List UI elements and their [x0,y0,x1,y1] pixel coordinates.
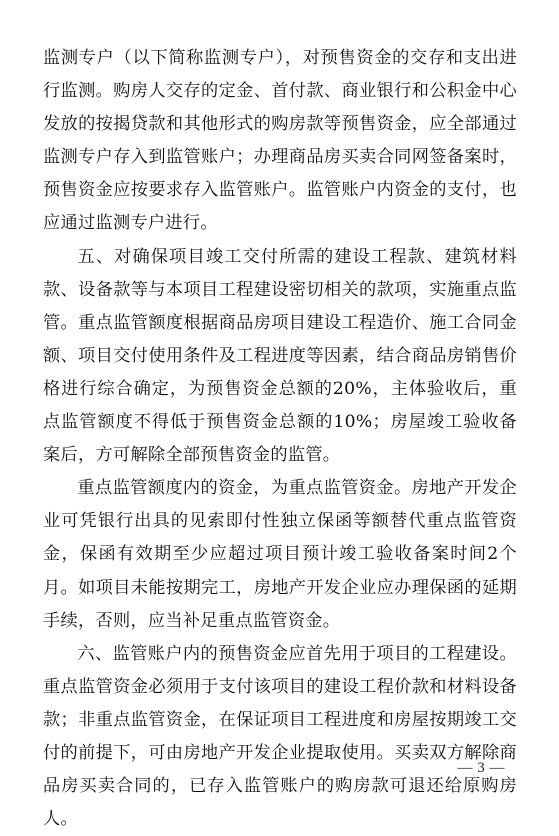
paragraph-key-supervision-funds: 重点监管额度内的资金，为重点监管资金。房地产开发企业可凭银行出具的见索即付性独立保函等额替代重点监管资金，保函有效期至少应超过项目预计竣工验收备案时间2个月。如项目未能按期完工，房地产开发企业应办理保函的延期手续，否则，应当补足重点监管资金。 [43,478,517,631]
page-number: — 3 — [457,760,505,776]
paragraph-key-supervision: 五、对确保项目竣工交付所需的建设工程款、建筑材料款、设备款等与本项目工程建设密切相关的款项，实施重点监管。重点监管额度根据商品房项目建设工程造价、施工合同金额、项目交付使用条件及工程进度等因素，结合商品房销售价格进行综合确定，为预售资金总额的20%，主体验收后，重点监管额度不得低于预售资金总额的10%；房屋竣工验收备案后，方可解除全部预售资金的监管。 [43,246,517,466]
paragraph-fund-usage: 六、监管账户内的预售资金应首先用于项目的工程建设。重点监管资金必须用于支付该项目的建设工程价款和材料设备款；非重点监管资金，在保证项目工程进度和房屋按期竣工交付的前提下，可由房地产开发企业提取使用。买卖双方解除商品房买卖合同的，已存入监管账户的购房款可退还给原购房人。 [43,643,517,830]
document-body [43,42,517,836]
paragraph-monitoring-account: 监测专户（以下简称监测专户），对预售资金的交存和支出进行监测。购房人交存的定金、首付款、商业银行和公积金中心发放的按揭贷款和其他形式的购房款等预售资金，应全部通过监测专户存入到监管账户；办理商品房买卖合同网签备案时，预售资金应按要求存入监管账户。监管账户内资金的支付，也应通过监测专户进行。 [43,48,517,234]
